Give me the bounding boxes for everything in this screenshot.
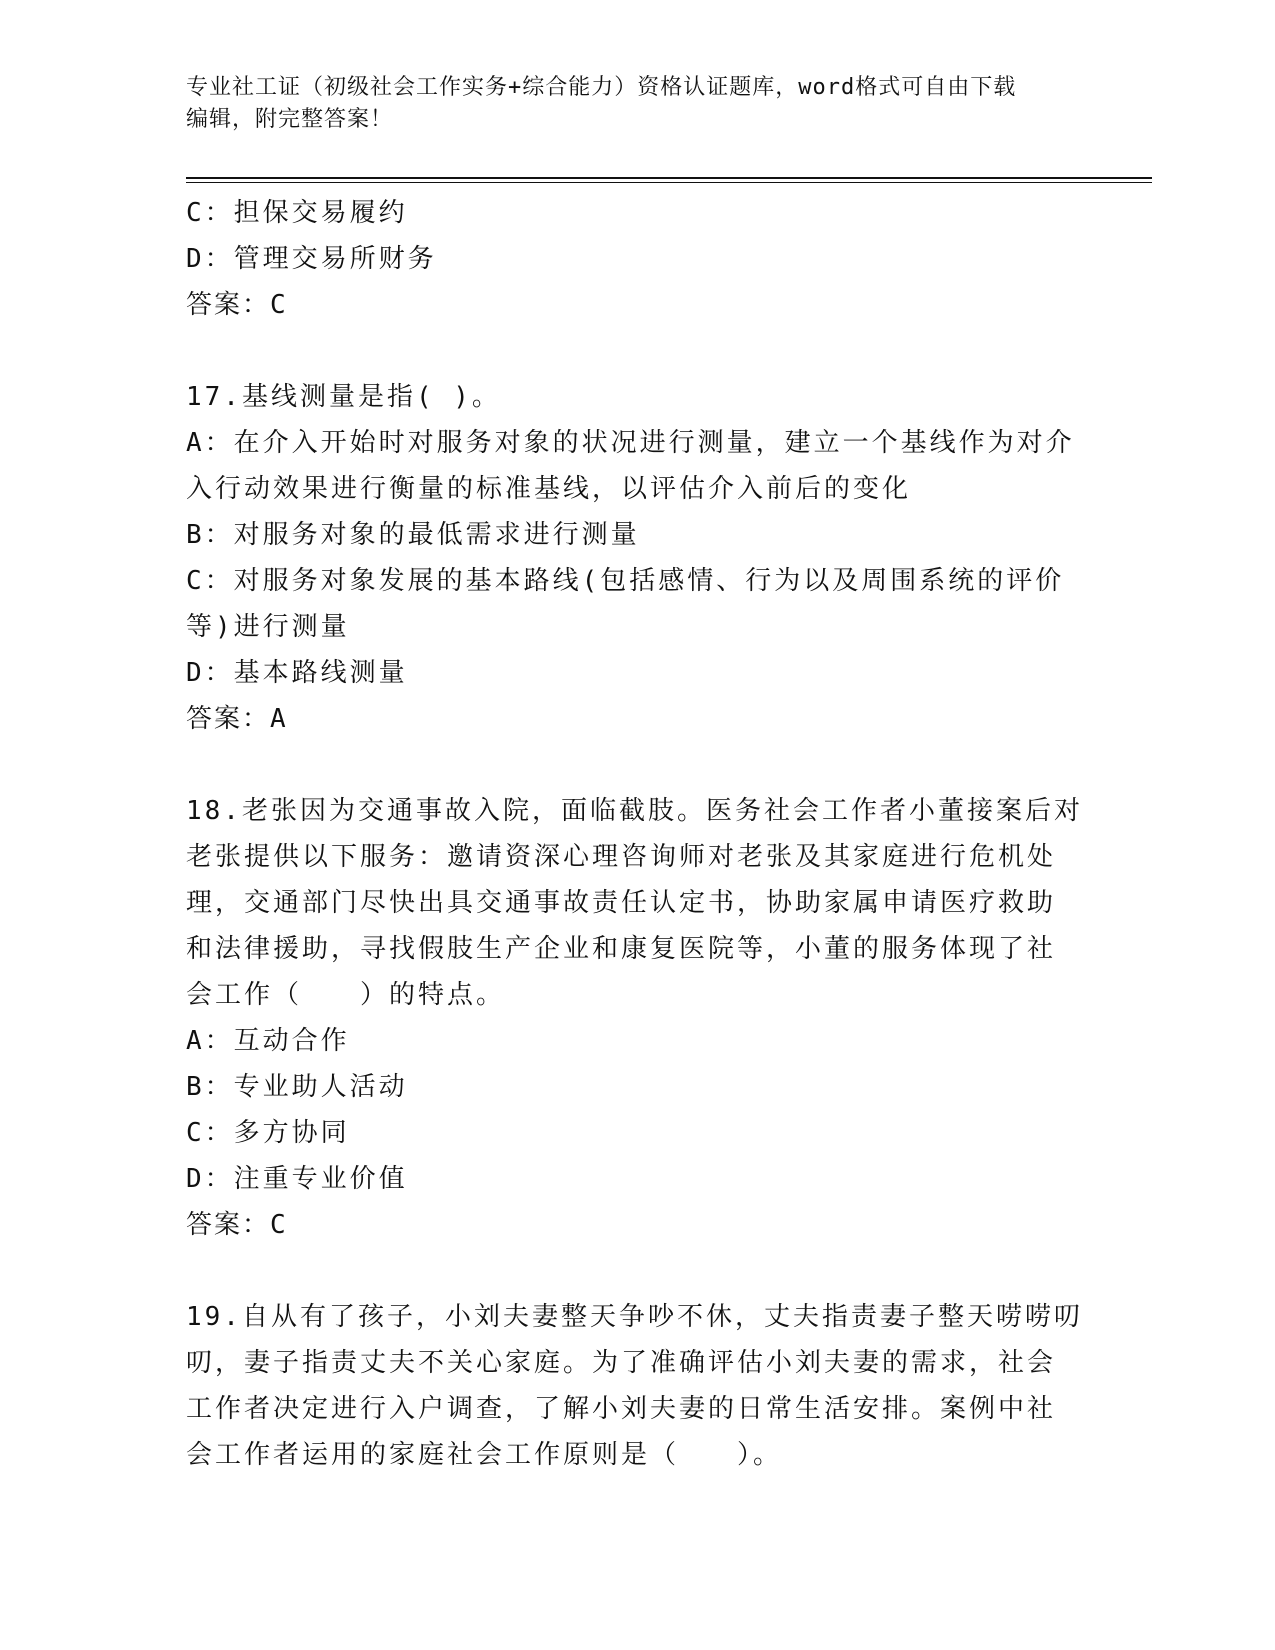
question-stem-continued: 工作者决定进行入户调查，了解小刘夫妻的日常生活安排。案例中社 — [186, 1394, 1057, 1424]
question-stem-continued: 和法律援助，寻找假肢生产企业和康复医院等，小董的服务体现了社 — [186, 934, 1057, 964]
question-stem-continued: 会工作者运用的家庭社会工作原则是（ ）。 — [186, 1440, 783, 1470]
option-c: C：多方协同 — [186, 1118, 350, 1148]
spacer — [186, 742, 1086, 788]
option-d: D：注重专业价值 — [186, 1164, 408, 1194]
answer: 答案：C — [186, 290, 288, 320]
option-d: D：基本路线测量 — [186, 658, 408, 688]
answer: 答案：C — [186, 1210, 288, 1240]
question-stem-continued: 叨，妻子指责丈夫不关心家庭。为了准确评估小刘夫妻的需求，社会 — [186, 1348, 1057, 1378]
question-stem: 19.自从有了孩子，小刘夫妻整天争吵不休，丈夫指责妻子整天唠唠叨 — [186, 1302, 1083, 1332]
option-a: A：互动合作 — [186, 1026, 350, 1056]
header-rule-thin — [186, 182, 1152, 183]
option-c: C：对服务对象发展的基本路线(包括感情、行为以及周围系统的评价 — [186, 566, 1065, 596]
question-18 — [186, 788, 1086, 1248]
option-a: A：在介入开始时对服务对象的状况进行测量，建立一个基线作为对介 — [186, 428, 1075, 458]
answer: 答案：A — [186, 704, 288, 734]
spacer — [186, 328, 1086, 374]
question-list — [186, 190, 1086, 1478]
question-19 — [186, 1294, 1086, 1478]
header-line-2: 编辑，附完整答案！ — [186, 107, 394, 132]
header-rule-thick — [186, 177, 1152, 179]
option-b: B：专业助人活动 — [186, 1072, 408, 1102]
page-header — [186, 72, 1086, 136]
question-stem-continued: 理，交通部门尽快出具交通事故责任认定书，协助家属申请医疗救助 — [186, 888, 1057, 918]
question-stem: 17.基线测量是指( )。 — [186, 382, 501, 412]
option-b: B：对服务对象的最低需求进行测量 — [186, 520, 640, 550]
header-line-1: 专业社工证（初级社会工作实务+综合能力）资格认证题库，word格式可自由下载 — [186, 75, 1017, 100]
question-stem-continued: 老张提供以下服务：邀请资深心理咨询师对老张及其家庭进行危机处 — [186, 842, 1057, 872]
option-d: D：管理交易所财务 — [186, 244, 437, 274]
question-stem: 18.老张因为交通事故入院，面临截肢。医务社会工作者小董接案后对 — [186, 796, 1083, 826]
spacer — [186, 1248, 1086, 1294]
option-c: C：担保交易履约 — [186, 198, 408, 228]
question-stem-continued: 会工作（ ）的特点。 — [186, 980, 506, 1010]
option-c-continued: 等)进行测量 — [186, 612, 350, 642]
question-17 — [186, 374, 1086, 742]
question-16-tail — [186, 190, 1086, 328]
option-a-continued: 入行动效果进行衡量的标准基线，以评估介入前后的变化 — [186, 474, 912, 504]
